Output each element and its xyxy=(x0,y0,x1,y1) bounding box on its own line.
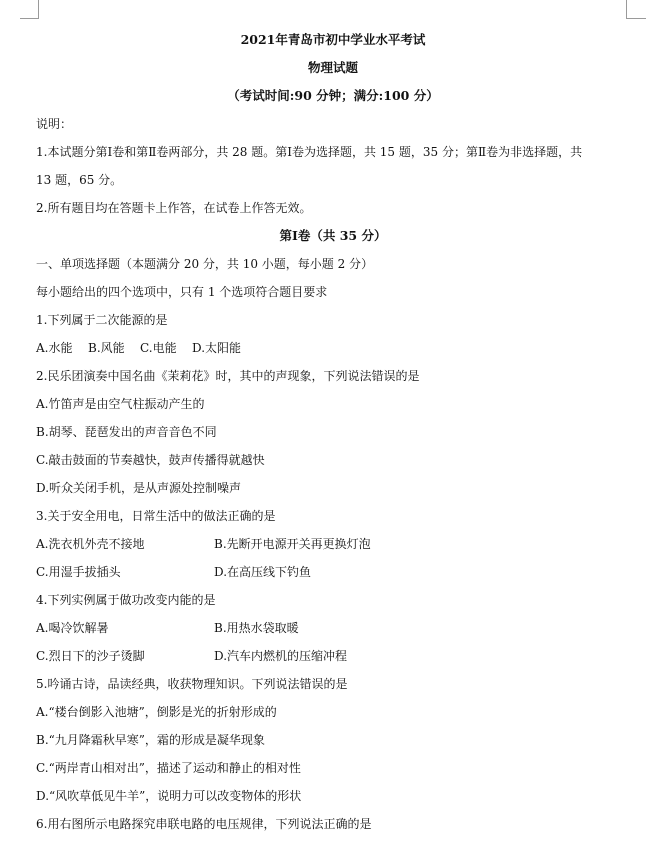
question-4-options-row-2 xyxy=(36,642,630,670)
option-a: A.洗衣机外壳不接地 xyxy=(36,537,145,551)
question-5-stem: 5.吟诵古诗，品读经典，收获物理知识。下列说法错误的是 xyxy=(36,677,348,691)
option-a: A.水能 xyxy=(36,341,73,355)
question-2-option-d: D.听众关闭手机，是从声源处控制噪声 xyxy=(36,481,242,495)
question-1-stem: 1.下列属于二次能源的是 xyxy=(36,313,168,327)
instructions-label: 说明： xyxy=(36,117,73,131)
option-c: C.用湿手拔插头 xyxy=(36,565,121,579)
question-2-stem: 2.民乐团演奏中国名曲《茉莉花》时，其中的声现象，下列说法错误的是 xyxy=(36,369,420,383)
option-a: A.喝冷饮解暑 xyxy=(36,621,109,635)
option-d: D.在高压线下钓鱼 xyxy=(214,565,312,579)
section-1-title: 第Ⅰ卷（共 35 分） xyxy=(279,228,387,243)
question-4-stem: 4.下列实例属于做功改变内能的是 xyxy=(36,593,216,607)
question-3-options-row-1 xyxy=(36,530,630,558)
exam-title: 2021年青岛市初中学业水平考试 xyxy=(240,32,426,47)
question-4-options-row-1 xyxy=(36,614,630,642)
option-b: B.用热水袋取暖 xyxy=(214,621,299,635)
instruction-1-line-2: 13 题，65 分。 xyxy=(36,173,123,187)
question-5-option-c: C.“两岸青山相对出”，描述了运动和静止的相对性 xyxy=(36,761,301,775)
question-2-option-c: C.敲击鼓面的节奏越快，鼓声传播得就越快 xyxy=(36,453,265,467)
question-3-stem: 3.关于安全用电，日常生活中的做法正确的是 xyxy=(36,509,276,523)
option-c: C.烈日下的沙子烫脚 xyxy=(36,649,145,663)
question-5-option-a: A.“楼台倒影入池塘”，倒影是光的折射形成的 xyxy=(36,705,277,719)
question-2-option-a: A.竹笛声是由空气柱振动产生的 xyxy=(36,397,205,411)
option-d: D.太阳能 xyxy=(192,341,242,355)
question-5-option-b: B.“九月降霜秋早寒”，霜的形成是凝华现象 xyxy=(36,733,265,747)
question-6-stem: 6.用右图所示电路探究串联电路的电压规律，下列说法正确的是 xyxy=(36,817,372,831)
crop-mark-top-left-horizontal xyxy=(20,18,39,19)
option-c: C.电能 xyxy=(140,341,177,355)
option-d: D.汽车内燃机的压缩冲程 xyxy=(214,649,348,663)
question-2-option-b: B.胡琴、琵琶发出的声音音色不同 xyxy=(36,425,217,439)
crop-mark-top-left xyxy=(38,0,39,18)
question-5-option-d: D.“风吹草低见牛羊”，说明力可以改变物体的形状 xyxy=(36,789,302,803)
question-3-options-row-2 xyxy=(36,558,630,586)
option-b: B.风能 xyxy=(88,341,125,355)
exam-info: （考试时间:90 分钟；满分:100 分） xyxy=(227,88,439,103)
crop-mark-top-right xyxy=(626,0,627,18)
part-1-title: 一、单项选择题（本题满分 20 分，共 10 小题，每小题 2 分） xyxy=(36,257,374,271)
exam-page xyxy=(36,26,630,838)
instruction-2: 2.所有题目均在答题卡上作答，在试卷上作答无效。 xyxy=(36,201,312,215)
option-b: B.先断开电源开关再更换灯泡 xyxy=(214,537,371,551)
exam-subject: 物理试题 xyxy=(307,60,358,75)
crop-mark-top-right-horizontal xyxy=(626,18,646,19)
part-1-description: 每小题给出的四个选项中，只有 1 个选项符合题目要求 xyxy=(36,285,328,299)
question-1-options xyxy=(36,334,630,362)
instruction-1-line-1: 1.本试题分第Ⅰ卷和第Ⅱ卷两部分，共 28 题。第Ⅰ卷为选择题，共 15 题，35 分；第Ⅱ卷为非选择题，共 xyxy=(36,145,583,159)
